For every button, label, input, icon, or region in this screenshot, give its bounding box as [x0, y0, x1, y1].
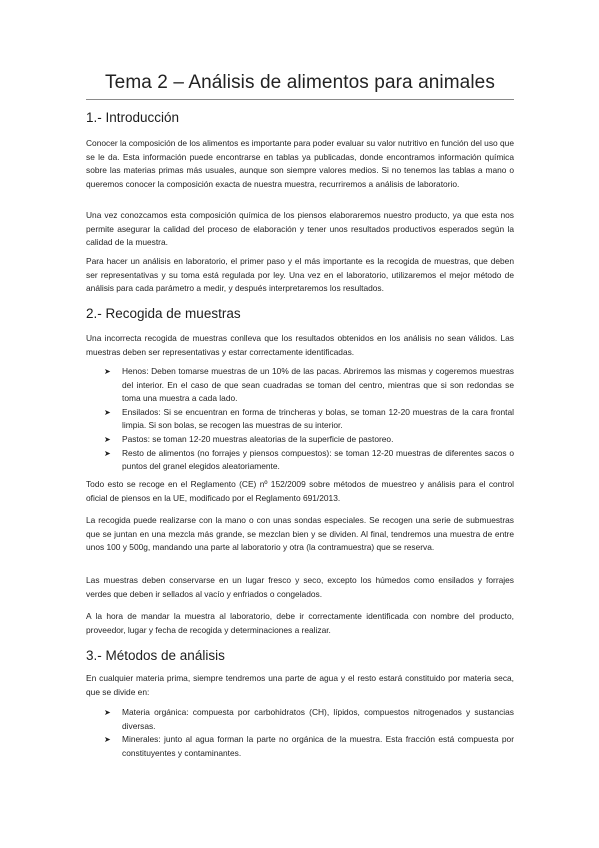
arrow-bullet-icon: ➤ — [104, 367, 111, 376]
section-heading-introduccion: 1.- Introducción — [86, 110, 180, 125]
document-title: Tema 2 – Análisis de alimentos para animales — [105, 72, 495, 93]
section-heading-recogida: 2.- Recogida de muestras — [86, 306, 241, 321]
list-item-text: Ensilados: Si se encuentran en forma de trincheras y bolas, se toman 12-20 muestras de la cara frontal limpia. Si son bolas, se recogen las muestras de su interior. — [122, 406, 514, 431]
title-underline — [86, 99, 514, 100]
list-item — [104, 447, 514, 474]
list-item-text: Henos: Deben tomarse muestras de un 10% de las pacas. Abriremos las mismas y cogeremos muestras del interior. En el caso de que sean cuadradas se toman del centro, mientras que si son redondas se toma una muestra a cada lado. — [122, 366, 514, 404]
list-item — [104, 365, 514, 406]
bullet-list-metodos — [104, 706, 514, 760]
arrow-bullet-icon: ➤ — [104, 407, 111, 417]
paragraph: Una vez conozcamos esta composición química de los piensos elaboraremos nuestro producto, ya que esta nos permite asegurar la calidad del proceso de elaboración y tener unos resultados productivos esperados según la calidad de la muestra. — [86, 210, 514, 248]
list-item — [104, 433, 514, 447]
paragraph: En cualquier materia prima, siempre tendremos una parte de agua y el resto estará constituido por materia seca, que se divide en: — [86, 673, 514, 697]
section-heading-metodos: 3.- Métodos de análisis — [86, 648, 225, 663]
bullet-list-recogida — [104, 365, 514, 474]
paragraph: La recogida puede realizarse con la mano o con unas sondas especiales. Se recogen una serie de submuestras que se juntan en una mezcla más grande, se mezclan bien y se dividen. Al final, tendremos una muestra de entre unos 100 y 500g, mandando una parte al laboratorio y otra (la contramuestra) que se reserva. — [86, 515, 514, 553]
list-item-text: Minerales: junto al agua forman la parte no orgánica de la muestra. Esta fracción está compuesta por constituyentes y contaminantes. — [122, 734, 514, 758]
arrow-bullet-icon: ➤ — [104, 735, 111, 745]
arrow-bullet-icon: ➤ — [104, 448, 111, 458]
paragraph: Una incorrecta recogida de muestras conlleva que los resultados obtenidos en los análisis no sean válidos. Las muestras deben ser representativas y estar correctamente identificadas. — [86, 333, 514, 357]
list-item-text: Materia orgánica: compuesta por carbohidratos (CH), lípidos, compuestos nitrogenados y sustancias diversas. — [122, 707, 514, 731]
paragraph: A la hora de mandar la muestra al laboratorio, debe ir correctamente identificada con nombre del producto, proveedor, lugar y fecha de recogida y determinaciones a realizar. — [86, 611, 514, 635]
arrow-bullet-icon: ➤ — [104, 708, 111, 717]
list-item — [104, 706, 514, 733]
list-item-text: Resto de alimentos (no forrajes y piensos compuestos): se toman 12-20 muestras de diferentes sacos o puntos del granel elegidos aleatoriamente. — [122, 447, 514, 472]
paragraph: Las muestras deben conservarse en un lugar fresco y seco, excepto los húmedos como ensilados y forrajes verdes que deben ir sellados al vacío y enfriados o congelados. — [86, 575, 514, 599]
list-item-text: Pastos: se toman 12-20 muestras aleatorias de la superficie de pastoreo. — [122, 433, 394, 444]
list-item — [104, 406, 514, 433]
paragraph: Para hacer un análisis en laboratorio, el primer paso y el más importante es la recogida de muestras, que deben ser representativas y su toma está regulada por ley. Una vez en el laboratorio, utilizaremos el mejor método de análisis para cada parámetro a medir, y después interpretaremos los resultados. — [86, 256, 514, 294]
arrow-bullet-icon: ➤ — [104, 434, 111, 444]
list-item — [104, 733, 514, 760]
paragraph: Todo esto se recoge en el Reglamento (CE) nº 152/2009 sobre métodos de muestreo y análisis para el control oficial de piensos en la UE, modificado por el Reglamento 691/2013. — [86, 479, 514, 503]
paragraph: Conocer la composición de los alimentos es importante para poder evaluar su valor nutritivo en función del uso que se le da. Esta información puede encontrarse en tablas ya publicadas, donde encontramos información química sobre las materias primas más usuales, aunque son siempre valores medios. Si no tenemos las tablas a mano o queremos conocer la composición exacta de nuestra muestra, recurriremos a análisis de laboratorio. — [86, 138, 514, 189]
